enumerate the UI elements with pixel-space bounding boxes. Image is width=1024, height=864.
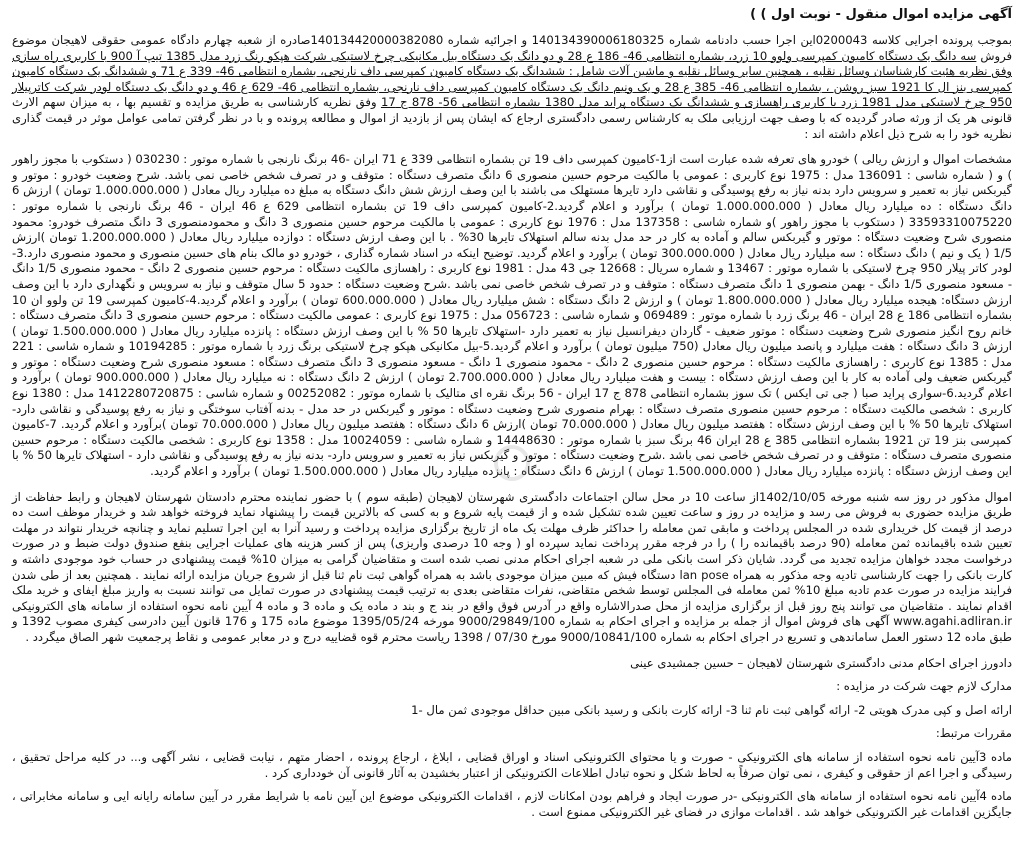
intro-text: بموجب پرونده اجرایی کلاسه 0200043این اجرا حسب دادنامه شماره 140134390006180325 و اجرائیه شماره 140134420000382080صادره از شعبه چهارم دادگاه عمومی حقوقی لاهیجان موضوع فروش [12,33,1013,63]
documents-heading: مدارک لازم جهت شرکت در مزایده : [836,679,1012,694]
regulations-heading: مقررات مرتبط: [935,726,1012,741]
intro-underlined-text: سه دانگ یک دستگاه کامیون کمپرسی ولوو 10 زرد، بشماره انتظامی 46- 186 ع 28 و دو دانگ یک دستگاه بیل مکانیکی چرخ لاستیکی شرکت هپکو رنگ زرد مدل 1385 تیپ آ 900 با کاربری راه سازی وفق نظریه هئیت کارشناسان وسائل نقلیه ، همچنین سایر وسائل نقلیه و ماشین آلات شامل : ششدانگ یک دستگاه کامیون کمپرسی داف نارنجی، بشماره انتظامی 46- 339 ع 71 و ششدانگ یک دستگاه کامیون کمپرسی بنز ال کا 1921 سبز روشن ، بشماره انتظامی 46- 385 ع 28 و یک ونیم دانگ یک دستگاه کامیون کمپرسی داف نارنجی، بشماره انتظامی 46- 629 ع 46 و دو دانگ یک دستگاه لودر شرکت کاترپیلار 950 چرخ لاستیکی مدل 1981 زرد با کاربری راهسازی و ششدانگ یک دستگاه پراید مدل 1380 بشماره انتظامی 56- 878 ج 17 [12,48,1013,110]
documents-list: ارائه اصل و کپی مدرک هویتی 2- ارائه گواهی ثبت نام ثنا 3- ارائه کارت بانکی و رسید بانکی مبین حداقل موجودی ثمن مال -1 [411,702,1012,717]
notice-title: آگهی مزایده اموال منقول - نوبت اول ) ) [750,7,1012,22]
intro-paragraph [12,33,1012,142]
specifications-paragraph: مشخصات اموال و ارزش ریالی ) خودرو های تعرفه شده عبارت است از1-کامیون کمپرسی داف 19 تن بشماره انتظامی 339 ع 71 ایران -46 برنگ نارنجی با شماره موتور : 030230 ( دستکوب با مجوز راهور ) و ( شماره شاسی : 136091 مدل : 1975 نوع کاربری : عمومی با مالکیت مرحوم حسین منصوری 6 دانگ متصرف دستگاه : متوقف و در تصرف شخص خاصی نمی باشد. شرح وضعیت خودرو : موتور و گیربکس نیاز به تعمیر و سرویس دارد بدنه نیاز به رفع پوسیدگی و نقاشی دارد تایرها مستهلک می باشند با این وصف ارزش شش دانگ دستگاه به مبلغ ده میلیارد ریال معادل ( 1.000.000.000 تومان ) ارزش 6 دانگ دستگاه : ده میلیارد ریال معادل ( 1.000.000.000 تومان ) برآورد و اعلام گردید.2-کامیون کمپرسی داف 19 تن بشماره انتظامی 629 ع 46 ایران - 46 برنگ نارنجی با شماره موتور : 33593310075220 ( دستکوب با مجوز راهور )و شماره شاسی : 137358 مدل : 1976 نوع کاربری : عمومی با مالکیت مرحوم حسین منصوری 3 دانگ و محمودمنصوری 3 دانگ متصرف خودرو: محمود منصوری شرح وضعیت دستگاه : موتور و گیربکس سالم و آماده به کار در حد مدل بدنه سالم استهلاک تایرها 30% . با این وصف ارزش دستگاه : دوازده میلیارد ریال معادل ( 1.200.000.000 تومان )ارزش 1/5 ( یک و نیم ) دانگ دستگاه : سه میلیارد ریال معادل ( 300.000.000 تومان ) برآورد و اعلام گردید. توضیح اینکه در اسناد شماره گذاری ، خودرو دو مالک بنام های حسین منصوری و محمود منصوری دارد.3-لودر کاتر پیلار 950 چرخ لاستیکی با شماره موتور : 13467 و شماره سریال : 12668 جی 43 مدل : 1981 نوع کاربری : راهسازی مالکیت دستگاه : مرحوم حسین منصوری 2 دانگ - محمود منصوری 1/5 دانگ - مسعود منصوری 1/5 دانگ - بهمن منصوری 1 دانگ متصرف دستگاه : متوقف و در تصرف شخص خاصی نمی باشد .شرح وضعیت دستگاه : حدود 5 سال متوقف و نیاز به سرویس و نگهداری دارد با این وصف ارزش دستگاه: هیجده میلیارد ریال معادل ( 1.800.000.000 تومان ) و ارزش 2 دانگ دستگاه : شش میلیارد ریال معادل ( 600.000.000 تومان ) برآورد و اعلام گردید.4-کامیون کمپرسی 19 تن ولوو ان 10 بشماره انتظامی 186 ع 28 ایران - 46 برنگ زرد با شماره موتور : 069489 و شماره شاسی : 056723 مدل : 1975 نوع کاربری : عمومی مالکیت دستگاه : مرحوم حسین منصوری 3 دانگ متصرف دستگاه : خانم روح انگیز منصوری شرح وضعیت دستگاه : موتور ضعیف - گاردان دیفرانسیل نیاز به تعمیر دارد -استهلاک تایرها 50 % با این وصف ارزش دستگاه : پانزده میلیارد ریال معادل ( 1.500.000.000 تومان ) ارزش 3 دانگ دستگاه : هفت میلیارد و پانصد میلیون ریال معادل (750 میلیون تومان ) برآورد و اعلام گردید.5-بیل مکانیکی هپکو چرخ لاستیکی برنگ زرد با شماره موتور : 10194285 و شماره شاسی : 221 مدل : 1385 نوع کاربری : راهسازی مالکیت دستگاه : مرحوم حسین منصوری 2 دانگ - محمود منصوری 1 دانگ - مسعود منصوری 3 دانگ متصرف دستگاه : مسعود منصوری شرح وضعیت دستگاه : موتور و گیربکس ضعیف ولی آماده به کار با این وصف ارزش دستگاه : بیست و هفت میلیارد ریال معادل ( 2.700.000.000 تومان ) ارزش 2 دانگ دستگاه : نه میلیارد ریال معادل ( 900.000.000 تومان ) برآورد و اعلام گردید.6-سواری پراید صبا ( جی تی ایکس ) تک سوز بشماره انتظامی 878 ج 17 ایران - 56 برنگ نقره ای متالیک با شماره موتور : 00252082 و شماره شاسی : 1412280720875 مدل : 1380 نوع کاربری : شخصی مالکیت دستگاه : مرحوم حسین منصوری متصرف دستگاه : بهرام منصوری شرح وضعیت دستگاه : موتور و گیربکس در حد مدل - بدنه آفتاب سوختگی و نیاز به رفع پوسیدگی و نقاشی دارد-استهلاک تایرها 50 % با این وصف ارزش دستگاه : هفتصد میلیون ریال معادل ( 70.000.000 تومان )ارزش 6 دانگ دستگاه : هفتصد میلیون ریال معادل ( 70.000.000 تومان )برآورد و اعلام گردید. 7-کامیون کمپرسی بنز 19 تن 1921 بشماره انتظامی 385 ع 28 ایران 46 برنگ سبز با شماره موتور : 14448630 و شماره شاسی : 10024059 مدل : 1358 نوع کاربری : شخصی مالکیت دستگاه : مرحوم حسین منصوری متصرف دستگاه : متوقف و در تصرف شخص خاصی نمی باشد .شرح وضعیت دستگاه : موتور و گیربکس نیاز به تعمیر و سرویس دارد- بدنه نیاز به رفع پوسیدگی و نقاشی دارد - استهلاک تایرها 50 % با این وصف ارزش دستگاه : پانزده میلیارد ریال معادل ( 1.500.000.000 تومان ) ارزش 6 دانگ دستگاه : پانزده میلیارد ریال معادل ( 1.500.000.000 تومان ) برآورد و اعلام گردید. [12,152,1013,479]
intro-rest-text: وفق نظریه کارشناسی به طریق مزایده و تقسیم بها ، به میزان سهم الارث قانونی هر یک از ورثه صادر گردیده که با وصف جهت ارزیابی ملک به کارشناس رسمی دادگستری ارجاع که ایشان پس از بازدید از اموال و مطالعه پرونده و با در نظر گرفتن تمامی عوامل موثر در قیمت گذاری نظریه خود را به شرح ذیل اعلام داشته اند : [12,95,1012,141]
regulation-article-3: ماده 3آیین نامه نحوه استفاده از سامانه های الکترونیکی - صورت و یا محتوای الکترونیکی اسناد و اوراق قضایی ، ابلاغ ، ارجاع پرونده ، احضار متهم ، نیابت قضایی ، نشر آگهی و... در کلیه مراحل تحقیق ، رسیدگی و اجرا اعم از حقوقی و کیفری ، نمی توان صرفاً به لحاظ شکل و نحوه تبادل اطلاعات الکترونیکی از اعتبار بخشیدن به آثار قانونی آن خودداری کرد . [12,749,1012,780]
auction-terms-paragraph: اموال مذکور در روز سه شنبه مورخه 1402/10/05از ساعت 10 در محل سالن اجتماعات دادگستری شهرستان لاهیجان (طبقه سوم ) با حضور نماینده محترم دادستان شهرستان لاهیجان و رابط حفاظت از طریق مزایده حضوری به فروش می رسد و مزایده در روز و ساعت تعیین شده تشکیل شده و از قیمت پایه شروع و به کسی که بالاترین قیمت را پیشنهاد نماید فروخته خواهد شد و خریدار موظف است ده درصد از قیمت کل خریداری شده در المجلس پرداخت و مابقی تمن معامله را حداکثر ظرف مهلت یک ماه از تاریخ برگزاری مزایده پرداخت و رسید آنرا به این اجرا تسلیم نماید و چنانچه خریدار نتواند در مهلت تعیین شده باقیمانده ثمن معامله (90 درصد باقیمانده را ) را در فرجه مقرر پرداخت نماید سپرده او ( وجه 10 درصدی واریزی) پس از کسر هزینه های عملیات اجرایی بنفع صندوق دولت ضبط و در صورت درخواست مجدد خواهان مزایده تجدید می گردد. شایان ذکر است بانکی ملی در شعبه اجرای احکام مدنی نصب شده است و متقاضیان گرامی به میزان 10% قیمت پیشنهادی در حساب خود موجودی داشته و کارت بانکی را جهت کارشناسی تادیه وجه مذکور به همراه lan pose دستگاه فیش که مبین میزان موجودی باشد به همراه گواهی ثبت نام ثنا قبل از شروع جریان مزایده ارائه نمایند . همچنین بعد از طی شدن فرایند مزایده در صورت عدم تادیه مبلغ 10% ثمن معامله فی المجلس توسط شخص متقاضی، نفرات متقاضی بعدی به ترتیب قیمت پیشنهادی در صورت تمایل می توانند نسبت به واریز مبلغ ایفای و خرید ملک اقدام نمایند . متقاضیان می توانند پنج روز قبل از برگزاری مزایده از محل صدرالاشاره واقع در آدرس فوق واقع در بند ج و بند د ماده یک و ماده 3 و ماده 4 آیین نامه نحوه استفاده از سامانه های الکترونیکی www.agahi.adliran.ir آگهی های فروش اموال از جمله بر مزایده و اجرای احکام به شماره 9000/29849/100 مورخه 1395/05/24 موضوع ماده 175 و 176 قانون آیین دادرسی کیفری مصوب 1392 و طبق ماده 12 دستور العمل ساماندهی و تسریع در اجرای احکام به شماره 9000/10841/100 مورخ 07/30 / 1398 ریاست محترم قوه قضاییه درج و در معابر عمومی و نقاط پرجمعیت شهر الصاق میگردد . [12,489,1012,644]
regulation-article-4: ماده 4آیین نامه نحوه استفاده از سامانه های الکترونیکی -در صورت ایجاد و فراهم بودن امکانات لازم ، اقدامات الکترونیکی موضوع این آیین نامه با شرایط مقرر در آیین سامانه رایانه ایی و سامانه مخابراتی ، جایگزین اقدامات غیر الکترونیکی خواهد شد . اقدامات موازی در فضای غیر الکترونیکی ممنوع است . [12,789,1012,819]
signature-line: دادورز اجرای احکام مدنی دادگستری شهرستان لاهیجان – حسین جمشیدی عینی [630,655,1012,670]
